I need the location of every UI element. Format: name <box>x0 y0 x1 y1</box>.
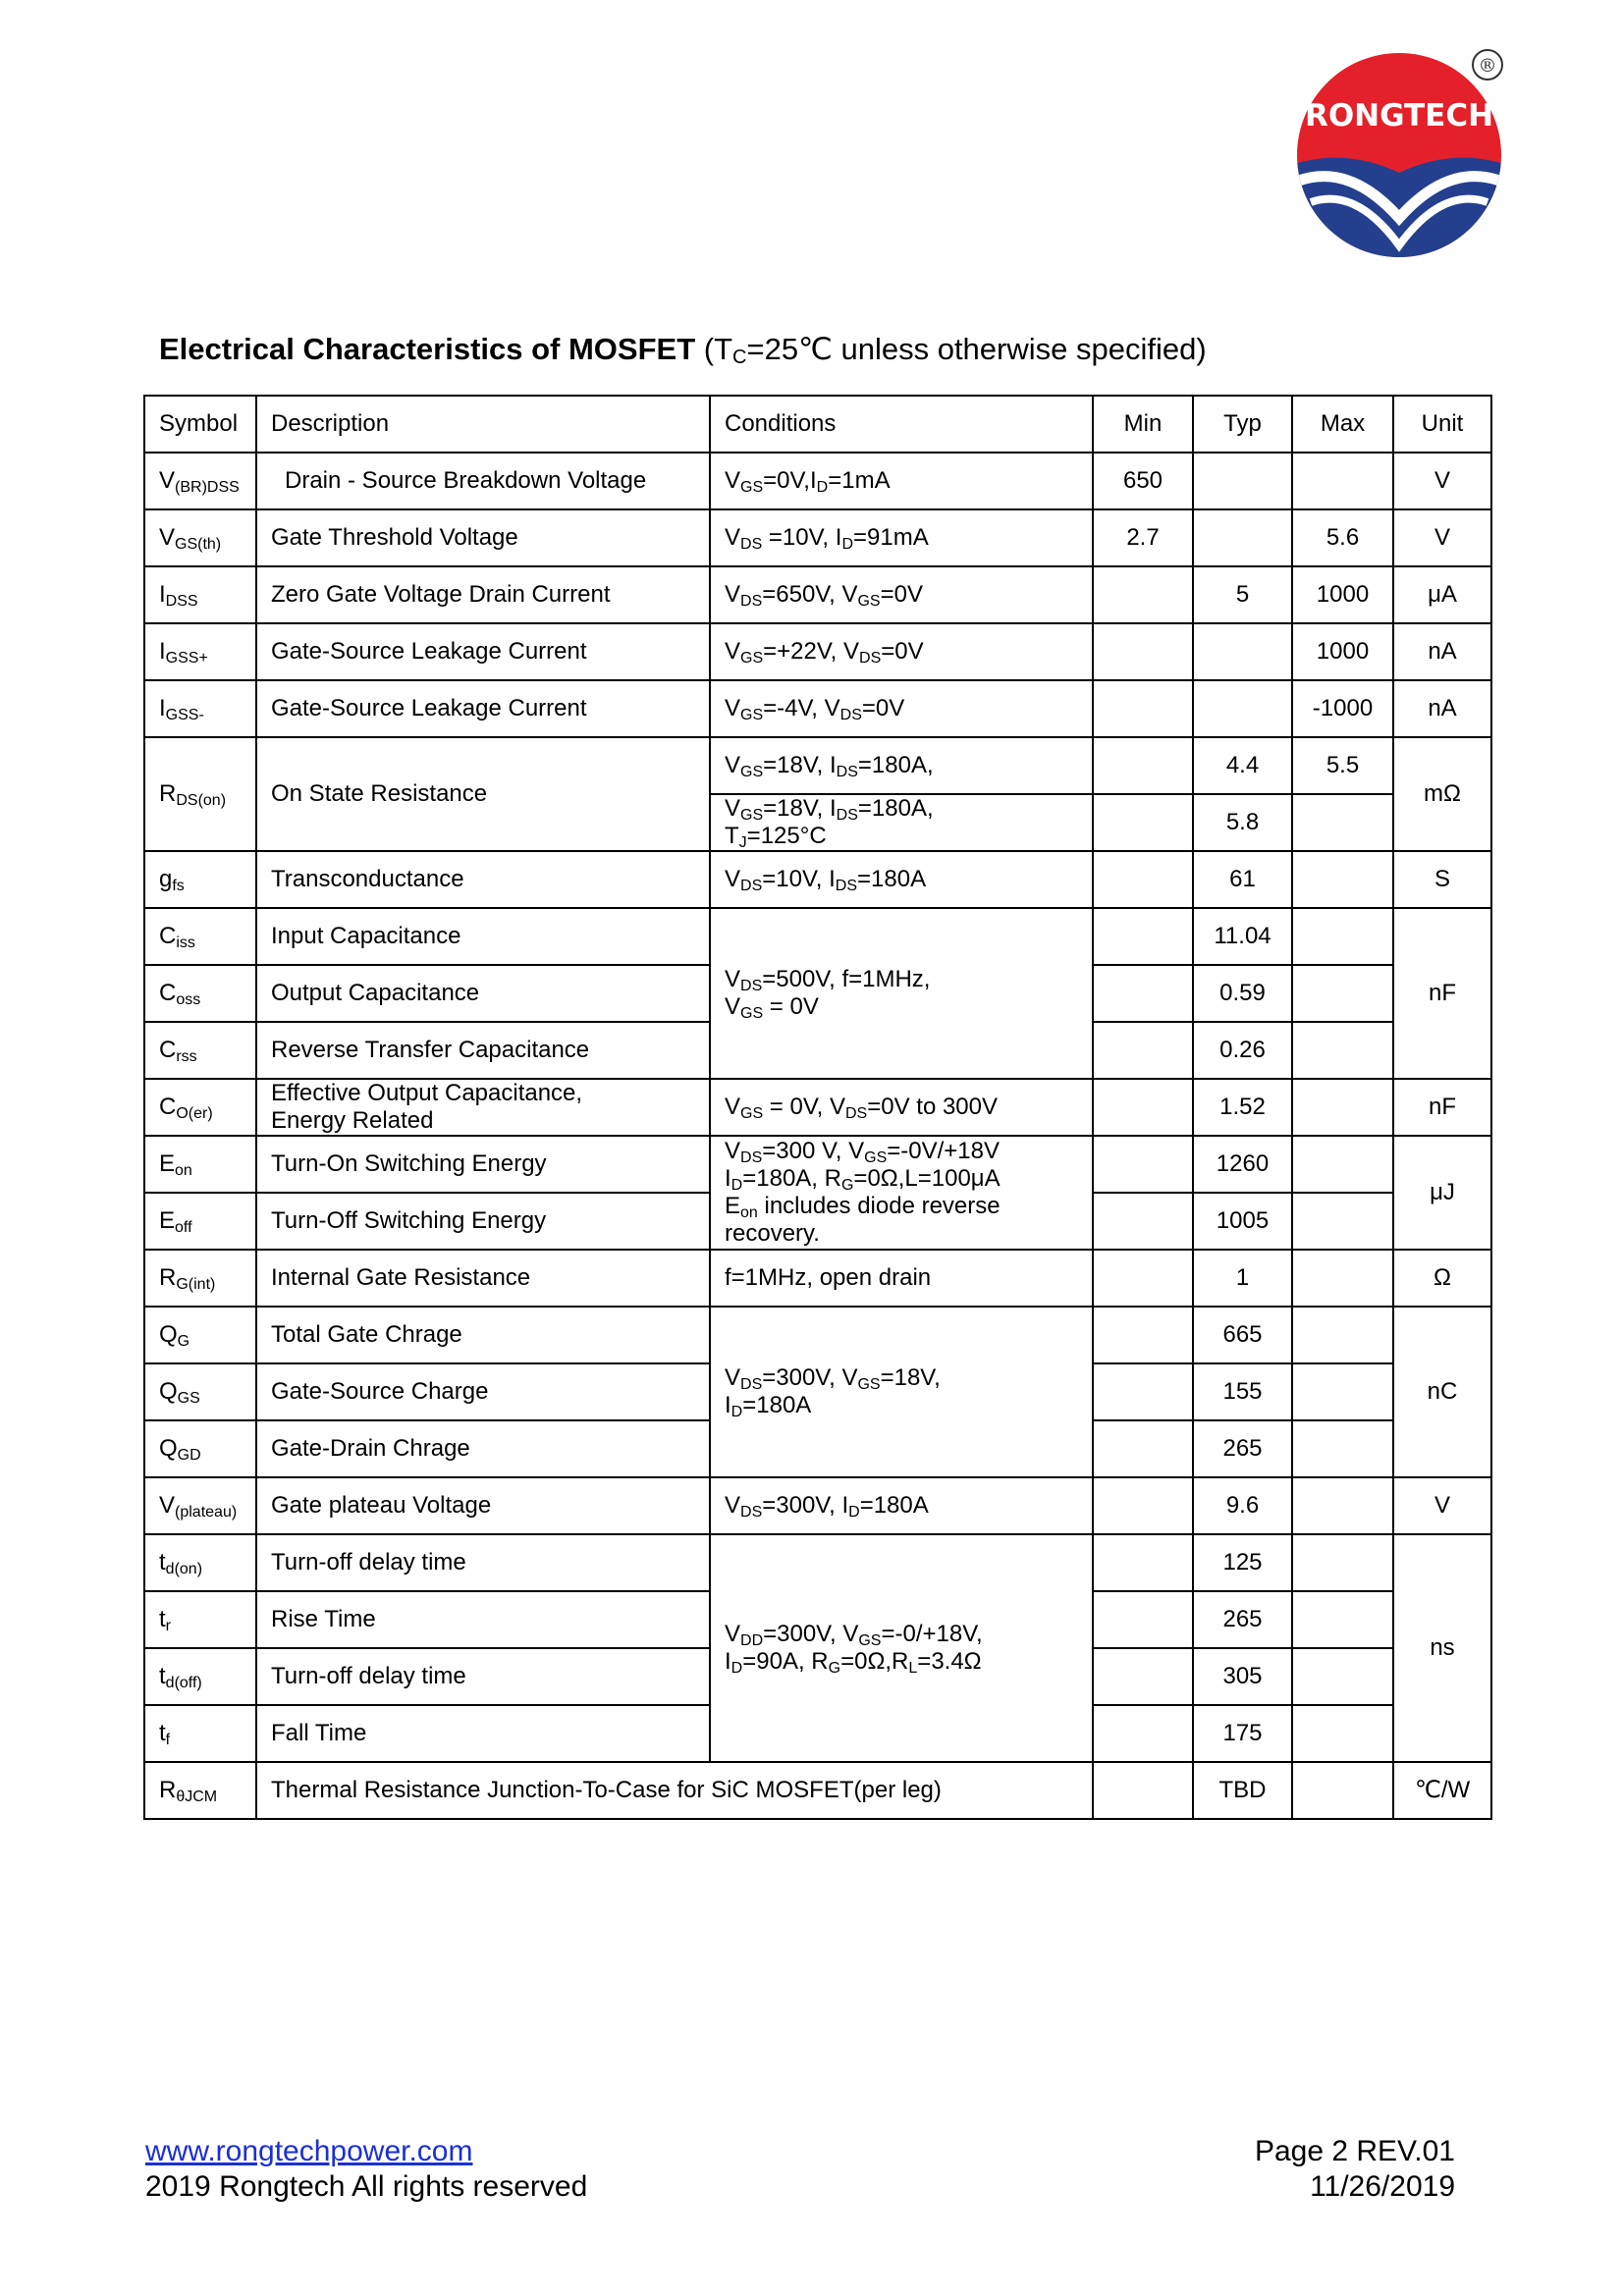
condition-line: $V_{GS} = 0V$, $V_{DS}=0V$ to 300V <box>725 1094 999 1122</box>
description-cell: Drain - Source Breakdown Voltage <box>256 453 710 509</box>
typ-cell: 265 <box>1193 1591 1292 1648</box>
condition-line: $V_{DS}=500V$, f=1MHz, <box>725 966 931 994</box>
table-row <box>144 1079 1491 1136</box>
table-row <box>144 566 1491 623</box>
typ-cell: 125 <box>1193 1534 1292 1591</box>
unit-cell: ℃/W <box>1393 1762 1491 1819</box>
table-row <box>144 623 1491 680</box>
typ-cell: 305 <box>1193 1648 1292 1705</box>
max-cell <box>1292 1363 1393 1420</box>
unit-cell: nA <box>1393 680 1491 737</box>
max-cell <box>1292 1420 1393 1477</box>
max-cell <box>1292 1591 1393 1648</box>
unit-cell: mΩ <box>1393 737 1491 851</box>
symbol-cell: $E_{off}$ <box>144 1193 256 1250</box>
min-cell <box>1093 1022 1193 1079</box>
min-cell <box>1093 1762 1193 1819</box>
min-cell <box>1093 566 1193 623</box>
conditions-cell <box>710 453 1093 509</box>
typ-cell: 1 <box>1193 1250 1292 1307</box>
condition-line: $T_J=125^\circ C$ <box>725 823 827 851</box>
conditions-cell <box>710 851 1093 908</box>
symbol-cell: $t_{d(on)}$ <box>144 1534 256 1591</box>
conditions-cell <box>710 737 1093 794</box>
page-number: Page 2 REV.01 <box>1254 2135 1455 2167</box>
symbol-cell: $V_{(BR)DSS}$ <box>144 453 256 509</box>
min-cell <box>1093 851 1193 908</box>
unit-cell: S <box>1393 851 1491 908</box>
condition-line: $V_{DS}=300$ V, $V_{GS}=-0V/+18V$ <box>725 1138 1000 1166</box>
description-cell: Gate plateau Voltage <box>256 1477 710 1534</box>
table-row <box>144 1136 1491 1193</box>
header-min: Min <box>1093 396 1193 453</box>
symbol-cell: $R_{\theta JCM}$ <box>144 1762 256 1819</box>
description-cell: Zero Gate Voltage Drain Current <box>256 566 710 623</box>
condition-line: $V_{GS}=-4V$, $V_{DS}=0V$ <box>725 695 905 723</box>
conditions-cell <box>710 794 1093 851</box>
table-row <box>144 1534 1491 1591</box>
typ-cell: 0.59 <box>1193 965 1292 1022</box>
condition-line: $I_D=180A$, $R_G=0\Omega,L=100\mu A$ <box>725 1165 1001 1194</box>
min-cell <box>1093 1648 1193 1705</box>
unit-cell: V <box>1393 1477 1491 1534</box>
symbol-cell: $C_{rss}$ <box>144 1022 256 1079</box>
typ-cell <box>1193 453 1292 509</box>
typ-cell: 1.52 <box>1193 1079 1292 1136</box>
conditions-cell <box>710 1250 1093 1307</box>
header-description: Description <box>256 396 710 453</box>
table-row <box>144 1250 1491 1307</box>
revision-date: 11/26/2019 <box>1310 2170 1455 2203</box>
table-row <box>144 680 1491 737</box>
table-row <box>144 851 1491 908</box>
min-cell <box>1093 1307 1193 1363</box>
min-cell <box>1093 1193 1193 1250</box>
description-cell: Turn-off delay time <box>256 1534 710 1591</box>
max-cell <box>1292 1477 1393 1534</box>
min-cell <box>1093 680 1193 737</box>
typ-cell: 265 <box>1193 1420 1292 1477</box>
description-cell: Gate-Drain Chrage <box>256 1420 710 1477</box>
symbol-cell: $E_{on}$ <box>144 1136 256 1193</box>
conditions-cell <box>710 1477 1093 1534</box>
conditions-cell <box>710 566 1093 623</box>
table-row <box>144 453 1491 509</box>
symbol-cell: $V_{(plateau)}$ <box>144 1477 256 1534</box>
typ-cell: 0.26 <box>1193 1022 1292 1079</box>
max-cell <box>1292 1022 1393 1079</box>
conditions-cell <box>710 1079 1093 1136</box>
registered-mark <box>1470 47 1505 82</box>
svg-text:®: ® <box>1478 55 1497 77</box>
page-title: Electrical Characteristics of MOSFET ($T_C=25℃$ unless otherwise specified) <box>159 332 1207 368</box>
table-row <box>144 1762 1491 1819</box>
symbol-cell: $I_{DSS}$ <box>144 566 256 623</box>
max-cell <box>1292 453 1393 509</box>
min-cell <box>1093 1363 1193 1420</box>
header-symbol: Symbol <box>144 396 256 453</box>
max-cell <box>1292 1307 1393 1363</box>
condition-line: f=1MHz, open drain <box>725 1264 932 1291</box>
typ-cell: 1260 <box>1193 1136 1292 1193</box>
condition-line: $E_{on}$ includes diode reverse <box>725 1193 1001 1221</box>
max-cell: 5.5 <box>1292 737 1393 794</box>
min-cell <box>1093 1250 1193 1307</box>
typ-cell: 61 <box>1193 851 1292 908</box>
condition-line: $I_D=90A$, $R_G=0\Omega,R_L=3.4\Omega$ <box>725 1648 982 1677</box>
condition-line: $V_{GS}=18V$, $I_{DS}=180A$, <box>725 752 934 780</box>
description-cell: Gate-Source Leakage Current <box>256 680 710 737</box>
symbol-cell: $R_{DS(on)}$ <box>144 737 256 851</box>
symbol-cell: $I_{GSS-}$ <box>144 680 256 737</box>
table-row <box>144 1477 1491 1534</box>
description-cell: Input Capacitance <box>256 908 710 965</box>
unit-cell: V <box>1393 509 1491 566</box>
description-cell: On State Resistance <box>256 737 710 851</box>
header-conditions: Conditions <box>710 396 1093 453</box>
description-cell: Gate Threshold Voltage <box>256 509 710 566</box>
max-cell: 1000 <box>1292 566 1393 623</box>
symbol-cell: $I_{GSS+}$ <box>144 623 256 680</box>
unit-cell: nA <box>1393 623 1491 680</box>
condition-line: $V_{GS}=+22V$, $V_{DS}=0V$ <box>725 638 924 667</box>
symbol-cell: $R_{G(int)}$ <box>144 1250 256 1307</box>
description-cell: Gate-Source Leakage Current <box>256 623 710 680</box>
symbol-cell: $C_{iss}$ <box>144 908 256 965</box>
symbol-cell: $C_{oss}$ <box>144 965 256 1022</box>
copyright: 2019 Rongtech All rights reserved <box>145 2170 588 2203</box>
description-cell: Thermal Resistance Junction-To-Case for SiC MOSFET(per leg) <box>256 1762 1093 1819</box>
unit-cell: nF <box>1393 908 1491 1079</box>
conditions-cell <box>710 1136 1093 1250</box>
condition-line: $I_D=180A$ <box>725 1392 812 1420</box>
table-row <box>144 737 1491 794</box>
max-cell <box>1292 965 1393 1022</box>
typ-cell: 5.8 <box>1193 794 1292 851</box>
min-cell <box>1093 1534 1193 1591</box>
typ-cell: 4.4 <box>1193 737 1292 794</box>
typ-cell: 1005 <box>1193 1193 1292 1250</box>
max-cell: -1000 <box>1292 680 1393 737</box>
description-cell: Turn-On Switching Energy <box>256 1136 710 1193</box>
description-cell: Total Gate Chrage <box>256 1307 710 1363</box>
typ-cell: 175 <box>1193 1705 1292 1762</box>
max-cell: 5.6 <box>1292 509 1393 566</box>
condition-line: $V_{GS}=0V,I_D=1mA$ <box>725 467 891 496</box>
condition-line: $V_{GS}=18V$, $I_{DS}=180A$, <box>725 795 934 824</box>
logo-text: RONGTECH <box>1304 98 1494 133</box>
description-cell: Internal Gate Resistance <box>256 1250 710 1307</box>
unit-cell: μA <box>1393 566 1491 623</box>
header-typ: Typ <box>1193 396 1292 453</box>
max-cell <box>1292 1193 1393 1250</box>
conditions-cell <box>710 1307 1093 1477</box>
description-cell: Gate-Source Charge <box>256 1363 710 1420</box>
unit-cell: ns <box>1393 1534 1491 1762</box>
typ-cell: 665 <box>1193 1307 1292 1363</box>
header-max: Max <box>1292 396 1393 453</box>
symbol-cell: $t_f$ <box>144 1705 256 1762</box>
description-cell: Fall Time <box>256 1705 710 1762</box>
condition-line: $V_{GS} = 0V$ <box>725 993 819 1022</box>
conditions-cell <box>710 1534 1093 1762</box>
condition-line: $V_{DS}=10V$, $I_{DS}=180A$ <box>725 866 927 894</box>
footer-right <box>1178 2134 1455 2205</box>
max-cell <box>1292 1136 1393 1193</box>
condition-line: recovery. <box>725 1220 820 1247</box>
condition-line: $V_{DS}=300V$, $I_D=180A$ <box>725 1492 929 1521</box>
min-cell <box>1093 1136 1193 1193</box>
description-cell: Effective Output Capacitance, Energy Related <box>256 1079 710 1136</box>
max-cell <box>1292 1250 1393 1307</box>
description-cell: Turn-Off Switching Energy <box>256 1193 710 1250</box>
typ-cell <box>1193 509 1292 566</box>
min-cell <box>1093 1477 1193 1534</box>
condition-line: $V_{DS}=300V$, $V_{GS}=18V$, <box>725 1364 941 1393</box>
description-cell: Reverse Transfer Capacitance <box>256 1022 710 1079</box>
description-cell: Turn-off delay time <box>256 1648 710 1705</box>
typ-cell <box>1193 680 1292 737</box>
table-row <box>144 1307 1491 1363</box>
footer-left <box>145 2134 587 2205</box>
max-cell <box>1292 1079 1393 1136</box>
conditions-cell <box>710 908 1093 1079</box>
typ-cell <box>1193 623 1292 680</box>
symbol-cell: $C_{O(er)}$ <box>144 1079 256 1136</box>
min-cell <box>1093 794 1193 851</box>
symbol-cell: $V_{GS(th)}$ <box>144 509 256 566</box>
description-cell: Output Capacitance <box>256 965 710 1022</box>
max-cell <box>1292 908 1393 965</box>
typ-cell: 11.04 <box>1193 908 1292 965</box>
min-cell <box>1093 623 1193 680</box>
symbol-cell: $t_r$ <box>144 1591 256 1648</box>
conditions-cell <box>710 509 1093 566</box>
header-row <box>144 396 1491 453</box>
min-cell: 650 <box>1093 453 1193 509</box>
typ-cell: TBD <box>1193 1762 1292 1819</box>
electrical-characteristics-table <box>143 395 1492 1820</box>
typ-cell: 5 <box>1193 566 1292 623</box>
title-bold: Electrical Characteristics of MOSFET <box>159 332 696 366</box>
symbol-cell: $Q_{GD}$ <box>144 1420 256 1477</box>
max-cell: 1000 <box>1292 623 1393 680</box>
max-cell <box>1292 851 1393 908</box>
min-cell: 2.7 <box>1093 509 1193 566</box>
max-cell <box>1292 794 1393 851</box>
conditions-cell <box>710 680 1093 737</box>
unit-cell: nF <box>1393 1079 1491 1136</box>
symbol-cell: $t_{d(off)}$ <box>144 1648 256 1705</box>
min-cell <box>1093 1420 1193 1477</box>
unit-cell: V <box>1393 453 1491 509</box>
min-cell <box>1093 1079 1193 1136</box>
condition-line: $V_{DD}=300V$, $V_{GS}=-0/+18V$, <box>725 1621 983 1649</box>
unit-cell: nC <box>1393 1307 1491 1477</box>
header-unit: Unit <box>1393 396 1491 453</box>
min-cell <box>1093 1591 1193 1648</box>
description-cell: Rise Time <box>256 1591 710 1648</box>
unit-cell: μJ <box>1393 1136 1491 1250</box>
unit-cell: Ω <box>1393 1250 1491 1307</box>
min-cell <box>1093 1705 1193 1762</box>
min-cell <box>1093 965 1193 1022</box>
min-cell <box>1093 908 1193 965</box>
description-cell: Transconductance <box>256 851 710 908</box>
conditions-cell <box>710 623 1093 680</box>
website-link[interactable]: www.rongtechpower.com <box>145 2135 473 2167</box>
symbol-cell: $g_{fs}$ <box>144 851 256 908</box>
condition-line: $V_{DS}=650V$, $V_{GS}=0V$ <box>725 581 923 610</box>
table-row <box>144 908 1491 965</box>
typ-cell: 9.6 <box>1193 1477 1292 1534</box>
typ-cell: 155 <box>1193 1363 1292 1420</box>
max-cell <box>1292 1648 1393 1705</box>
symbol-cell: $Q_{GS}$ <box>144 1363 256 1420</box>
max-cell <box>1292 1705 1393 1762</box>
table-row <box>144 509 1491 566</box>
condition-line: $V_{DS} =10V$, $I_D=91mA$ <box>725 524 929 553</box>
max-cell <box>1292 1534 1393 1591</box>
min-cell <box>1093 737 1193 794</box>
max-cell <box>1292 1762 1393 1819</box>
symbol-cell: $Q_G$ <box>144 1307 256 1363</box>
